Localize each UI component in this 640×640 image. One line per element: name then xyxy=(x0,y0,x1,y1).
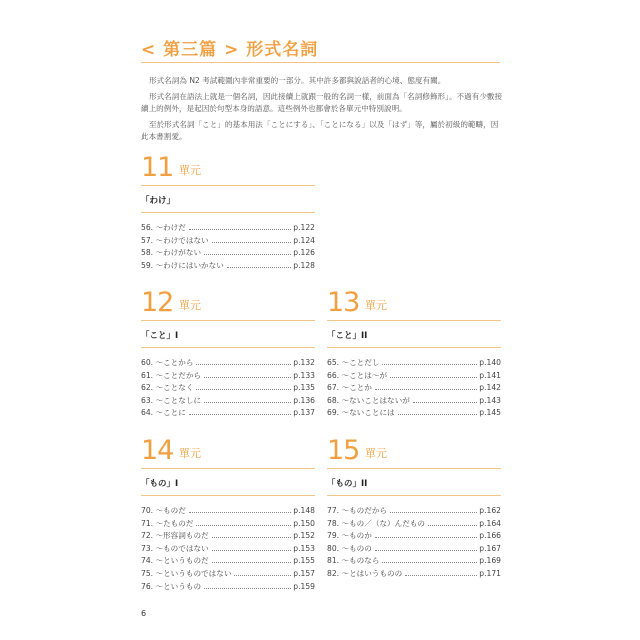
unit-subtitle: 「もの」II xyxy=(327,479,368,489)
toc-entry xyxy=(141,518,315,531)
intro-paragraph: 形式名詞在語法上就是一個名詞，因此接續上就跟一般的名詞一樣，前面為「名詞修飾形」。不過有少數接續上的例外，是起因於句型本身的語意。這些例外也都會於各單元中特別說明。 xyxy=(141,92,503,113)
toc-leader xyxy=(382,364,477,365)
toc-entry xyxy=(327,407,501,420)
toc-entry-page: p.148 xyxy=(293,506,315,515)
toc-entry-title: 62. 〜ことなく xyxy=(141,383,194,393)
unit-number: 12 xyxy=(141,287,174,318)
toc-entry-page: p.141 xyxy=(479,370,501,380)
toc-entry-title: 74. 〜というものだ xyxy=(141,556,209,566)
toc-entry-title: 64. 〜ことに xyxy=(141,408,186,418)
toc-entry-page: p.137 xyxy=(293,408,315,418)
page-number: 6 xyxy=(141,609,147,618)
toc-entry xyxy=(327,555,501,568)
toc-entry-page: p.133 xyxy=(293,370,315,380)
toc-entry-page: p.135 xyxy=(293,383,315,393)
toc-leader xyxy=(234,575,291,576)
toc-entry xyxy=(141,235,315,248)
title-divider xyxy=(141,62,500,63)
toc-entry-page: p.132 xyxy=(293,358,315,367)
unit-word: 單元 xyxy=(179,447,201,460)
unit-header xyxy=(141,153,315,183)
toc-leader xyxy=(196,364,291,365)
toc-list xyxy=(141,222,315,272)
toc-leader xyxy=(212,562,292,563)
toc-list xyxy=(327,357,501,420)
toc-entry-title: 81. 〜ものなら xyxy=(327,556,380,566)
toc-list xyxy=(141,357,315,420)
toc-entry-page: p.157 xyxy=(293,568,315,578)
unit-divider xyxy=(327,468,501,469)
toc-entry-page: p.140 xyxy=(479,358,501,367)
toc-entry xyxy=(327,505,501,518)
toc-list xyxy=(141,505,315,593)
toc-entry xyxy=(327,530,501,543)
toc-leader xyxy=(375,537,477,538)
toc-entry xyxy=(141,260,315,273)
toc-leader xyxy=(390,377,477,378)
toc-leader xyxy=(212,537,292,538)
toc-entry-title: 63. 〜ことなしに xyxy=(141,395,202,405)
toc-entry-page: p.122 xyxy=(293,223,315,232)
toc-entry xyxy=(141,543,315,556)
toc-entry xyxy=(141,382,315,395)
toc-entry-page: p.142 xyxy=(479,383,501,393)
toc-leader xyxy=(375,550,477,551)
toc-entry-title: 68. 〜ないことはないが xyxy=(327,395,410,405)
unit-12 xyxy=(141,288,315,420)
toc-entry-title: 70. 〜ものだ xyxy=(141,506,186,515)
toc-entry-page: p.162 xyxy=(479,506,501,515)
toc-entry-title: 57. 〜わけではない xyxy=(141,235,209,245)
toc-entry xyxy=(141,530,315,543)
unit-15 xyxy=(327,436,501,581)
unit-word: 單元 xyxy=(365,299,387,312)
toc-entry-title: 59. 〜わけにはいかない xyxy=(141,260,224,270)
chapter-title: < 第三篇 > 形式名詞 xyxy=(141,40,319,60)
toc-leader xyxy=(204,402,291,403)
unit-number: 14 xyxy=(141,435,174,466)
toc-entry xyxy=(327,370,501,383)
unit-subtitle: 「こと」II xyxy=(327,331,368,341)
toc-leader xyxy=(375,389,477,390)
toc-entry-title: 77. 〜ものだから xyxy=(327,506,388,515)
toc-entry-title: 79. 〜ものか xyxy=(327,531,372,541)
toc-entry-title: 72. 〜形容詞ものだ xyxy=(141,531,209,541)
unit-word: 單元 xyxy=(179,164,201,177)
unit-subdivider xyxy=(327,495,501,496)
toc-entry-page: p.126 xyxy=(293,248,315,258)
toc-entry-page: p.171 xyxy=(479,568,501,578)
unit-number: 13 xyxy=(327,287,360,318)
toc-leader xyxy=(227,267,291,268)
unit-subtitle: 「こと」I xyxy=(141,331,179,341)
toc-leader xyxy=(204,377,291,378)
toc-entry xyxy=(327,518,501,531)
toc-entry xyxy=(327,543,501,556)
unit-14 xyxy=(141,436,315,593)
toc-leader xyxy=(390,512,477,513)
toc-entry-title: 78. 〜もの／（な）んだもの xyxy=(327,518,426,528)
unit-word: 單元 xyxy=(179,299,201,312)
toc-list xyxy=(327,505,501,581)
unit-header xyxy=(327,436,501,466)
toc-entry-title: 58. 〜わけがない xyxy=(141,248,202,258)
intro-paragraph: 形式名詞為 N2 考試範圍內非常重要的一部分。其中許多都與說話者的心境、態度有關。 xyxy=(149,76,446,85)
toc-entry-page: p.153 xyxy=(293,543,315,553)
toc-entry-title: 75. 〜というものではない xyxy=(141,568,232,578)
unit-subtitle: 「もの」I xyxy=(141,479,179,489)
toc-entry-title: 56. 〜わけだ xyxy=(141,223,186,232)
intro-text xyxy=(141,75,503,147)
unit-divider xyxy=(141,185,315,186)
toc-entry-page: p.124 xyxy=(293,235,315,245)
toc-entry xyxy=(141,247,315,260)
toc-entry-page: p.159 xyxy=(293,581,315,591)
toc-entry-page: p.145 xyxy=(479,408,501,418)
toc-entry xyxy=(141,555,315,568)
toc-entry-title: 80. 〜ものの xyxy=(327,543,372,553)
unit-subdivider xyxy=(141,347,315,348)
unit-header xyxy=(327,288,501,318)
toc-entry-title: 66. 〜ことは〜が xyxy=(327,370,388,380)
unit-word: 單元 xyxy=(365,447,387,460)
unit-subtitle: 「わけ」 xyxy=(141,196,176,206)
toc-entry xyxy=(141,357,315,370)
toc-leader xyxy=(196,525,291,526)
unit-11 xyxy=(141,153,315,272)
toc-entry-title: 61. 〜ことだから xyxy=(141,370,202,380)
toc-entry-page: p.155 xyxy=(293,556,315,566)
toc-leader xyxy=(189,512,291,513)
toc-leader xyxy=(212,550,292,551)
toc-leader xyxy=(382,562,477,563)
toc-entry-page: p.143 xyxy=(479,395,501,405)
toc-leader xyxy=(405,575,477,576)
unit-header xyxy=(141,288,315,318)
toc-entry-title: 82. 〜とはいうものの xyxy=(327,568,403,578)
toc-leader xyxy=(428,525,477,526)
toc-entry xyxy=(141,395,315,408)
toc-entry-page: p.164 xyxy=(479,518,501,528)
unit-divider xyxy=(141,320,315,321)
toc-leader xyxy=(189,229,291,230)
toc-entry xyxy=(327,357,501,370)
toc-entry xyxy=(141,370,315,383)
toc-entry xyxy=(327,568,501,581)
toc-entry xyxy=(141,222,315,235)
unit-number: 11 xyxy=(141,152,174,183)
toc-entry-title: 76. 〜というもの xyxy=(141,581,202,591)
toc-leader xyxy=(189,414,291,415)
toc-leader xyxy=(204,254,291,255)
toc-entry-title: 65. 〜ことだし xyxy=(327,358,380,367)
toc-entry xyxy=(141,568,315,581)
toc-entry-title: 60. 〜ことから xyxy=(141,358,194,367)
toc-entry-page: p.152 xyxy=(293,531,315,541)
toc-leader xyxy=(413,402,477,403)
toc-entry-page: p.150 xyxy=(293,518,315,528)
toc-entry-title: 67. 〜ことか xyxy=(327,383,372,393)
unit-subdivider xyxy=(141,495,315,496)
toc-entry xyxy=(327,395,501,408)
toc-entry-page: p.136 xyxy=(293,395,315,405)
toc-entry xyxy=(141,407,315,420)
unit-13 xyxy=(327,288,501,420)
toc-entry-page: p.167 xyxy=(479,543,501,553)
unit-divider xyxy=(141,468,315,469)
toc-leader xyxy=(196,389,291,390)
toc-entry-page: p.166 xyxy=(479,531,501,541)
toc-entry xyxy=(327,382,501,395)
toc-entry-title: 69. 〜ないことには xyxy=(327,408,395,418)
toc-entry-page: p.128 xyxy=(293,260,315,270)
toc-entry-title: 71. 〜たものだ xyxy=(141,518,194,528)
toc-entry-page: p.169 xyxy=(479,556,501,566)
unit-divider xyxy=(327,320,501,321)
unit-subdivider xyxy=(141,212,315,213)
toc-entry-title: 73. 〜ものではない xyxy=(141,543,209,553)
toc-leader xyxy=(212,242,292,243)
unit-header xyxy=(141,436,315,466)
toc-leader xyxy=(398,414,478,415)
unit-number: 15 xyxy=(327,435,360,466)
unit-subdivider xyxy=(327,347,501,348)
toc-leader xyxy=(204,588,291,589)
intro-paragraph: 至於形式名詞「こと」的基本用法「ことにする」、「ことになる」以及「はず」等，屬於初級的範疇，因此本書割愛。 xyxy=(141,120,499,141)
toc-entry xyxy=(141,505,315,518)
toc-entry xyxy=(141,581,315,594)
